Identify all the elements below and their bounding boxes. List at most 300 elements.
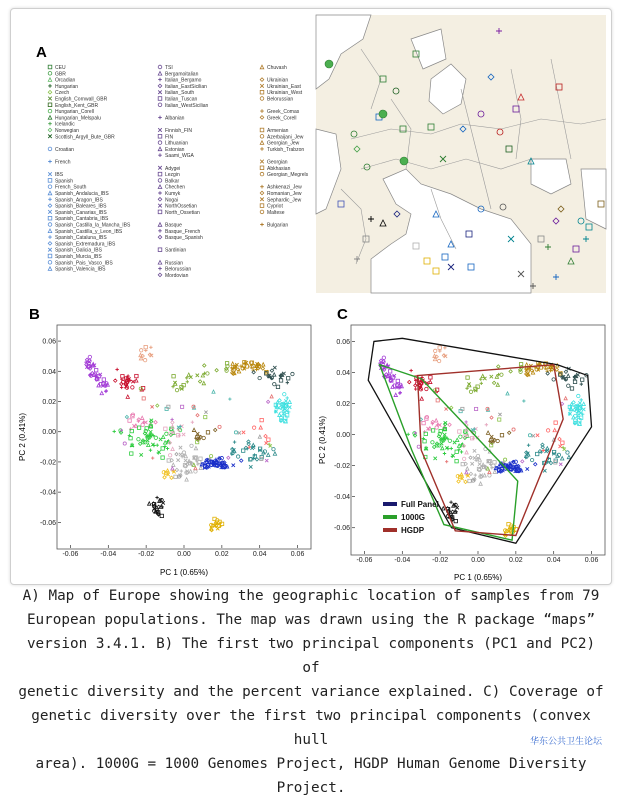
y-tick-label: 0.00 xyxy=(336,432,350,440)
scatter-point xyxy=(115,368,118,371)
scatter-point xyxy=(273,382,276,385)
scatter-point xyxy=(184,459,187,462)
scatter-point xyxy=(179,446,182,449)
scatter-point xyxy=(497,365,500,368)
scatter-point xyxy=(379,110,387,118)
scatter-point xyxy=(171,425,174,428)
scatter-point xyxy=(180,469,183,472)
scatter-point xyxy=(260,128,264,132)
scatter-point xyxy=(578,401,581,404)
scatter-point xyxy=(48,267,52,271)
scatter-point xyxy=(228,397,231,400)
scatter-point xyxy=(479,482,482,485)
scatter-point xyxy=(564,397,567,400)
scatter-point xyxy=(48,72,52,76)
scatter-point xyxy=(158,135,162,139)
scatter-point xyxy=(158,229,162,233)
scatter-point xyxy=(567,374,570,377)
scatter-point xyxy=(186,380,189,383)
legend-population-name: Ukrainian_West xyxy=(267,90,303,97)
legend-population-name: Czech xyxy=(55,90,70,97)
scatter-point xyxy=(431,420,434,423)
scatter-point xyxy=(564,370,567,373)
scatter-point xyxy=(443,452,446,455)
scatter-point xyxy=(414,387,417,390)
scatter-point xyxy=(388,370,391,373)
x-tick-label: 0.04 xyxy=(252,551,267,558)
scatter-point xyxy=(582,402,585,405)
scatter-point xyxy=(179,453,182,456)
x-tick-label: -0.06 xyxy=(62,551,79,558)
caption-line: version 3.4.1. B) The first two principal components (PC1 and PC2) of xyxy=(26,636,596,676)
scatter-point xyxy=(158,166,162,170)
scatter-point xyxy=(165,432,168,435)
y-tick-label: -0.06 xyxy=(40,519,56,527)
legend-population-name: Kumyk xyxy=(165,191,181,197)
scatter-point xyxy=(249,465,252,468)
scatter-point xyxy=(94,369,97,372)
scatter-point xyxy=(140,416,143,419)
scatter-point xyxy=(201,374,204,377)
scatter-point xyxy=(104,390,107,393)
legend-population-name: Estonian xyxy=(165,146,185,153)
scatter-point xyxy=(128,419,131,422)
scatter-point xyxy=(141,423,144,426)
scatter-point xyxy=(170,476,173,479)
scatter-point xyxy=(455,450,458,453)
scatter-point xyxy=(187,373,190,376)
panel-c xyxy=(318,306,605,582)
scatter-point xyxy=(498,413,501,416)
forum-watermark: 华东公共卫生论坛 xyxy=(529,737,602,747)
scatter-point xyxy=(466,376,469,379)
scatter-point xyxy=(155,496,158,499)
scatter-point xyxy=(48,97,52,101)
scatter-point xyxy=(166,469,169,472)
scatter-point xyxy=(429,380,432,383)
y-tick-label: -0.02 xyxy=(40,459,56,467)
scatter-point xyxy=(434,349,437,352)
legend-population-name: Italian_Bergamo xyxy=(165,77,202,84)
scatter-point xyxy=(240,459,243,462)
scatter-point xyxy=(151,456,154,459)
scatter-point xyxy=(255,368,258,371)
legend-swatch xyxy=(383,528,397,532)
scatter-point xyxy=(260,147,264,151)
legend-population-name: NorthOssetian xyxy=(165,203,197,210)
legend-population-name: Albanian xyxy=(165,115,185,122)
scatter-point xyxy=(158,191,162,195)
legend-population-name: Spanish_Extremadura_IBS xyxy=(55,241,116,248)
scatter-point xyxy=(48,254,52,258)
legend-population-name: French xyxy=(55,159,71,166)
scatter-point xyxy=(194,446,197,449)
legend-population-name: Balkar xyxy=(165,178,180,185)
scatter-point xyxy=(458,430,461,433)
legend-population-name: Lithuanian xyxy=(165,140,189,147)
scatter-point xyxy=(554,421,557,424)
scatter-point xyxy=(158,172,162,176)
scatter-point xyxy=(158,210,162,214)
scatter-point xyxy=(394,393,397,396)
scatter-point xyxy=(507,431,510,434)
scatter-point xyxy=(561,441,564,444)
scatter-point xyxy=(260,210,264,214)
scatter-point xyxy=(204,411,207,414)
scatter-point xyxy=(181,405,184,408)
scatter-point xyxy=(472,437,475,440)
scatter-point xyxy=(438,349,441,352)
legend-population-name: Greek_Corell xyxy=(267,115,297,122)
legend-population-name: Spanish_Castilla_la_Mancha_IBS xyxy=(55,222,131,229)
scatter-point xyxy=(158,97,162,101)
scatter-point xyxy=(176,458,179,461)
scatter-point xyxy=(175,453,178,456)
plot-b-xlabel: PC 1 (0.65%) xyxy=(159,568,209,577)
legend-population-name: Spanish_Aragon_IBS xyxy=(55,197,103,204)
scatter-point xyxy=(534,463,537,466)
scatter-point xyxy=(443,346,446,349)
scatter-point xyxy=(182,433,185,436)
scatter-point xyxy=(232,464,235,467)
x-tick-label: -0.02 xyxy=(432,557,449,564)
scatter-point xyxy=(465,451,468,454)
scatter-point xyxy=(454,519,457,522)
scatter-point xyxy=(291,372,294,375)
x-tick-label: -0.06 xyxy=(356,557,373,564)
scatter-point xyxy=(158,261,162,265)
caption-line: genetic diversity over the first two principal components (convex hull xyxy=(31,708,591,748)
scatter-point xyxy=(241,449,244,452)
scatter-point xyxy=(286,381,289,384)
legend-population-name: Italian_Tuscan xyxy=(165,96,198,103)
scatter-point xyxy=(48,179,52,183)
legend-population-name: Norwegian xyxy=(55,128,79,134)
scatter-point xyxy=(435,426,438,429)
legend-population-name: Chuvash xyxy=(267,65,287,71)
scatter-point xyxy=(196,432,199,435)
scatter-point xyxy=(536,434,539,437)
scatter-point xyxy=(252,371,255,374)
y-tick-label: 0.04 xyxy=(336,369,350,377)
scatter-point xyxy=(441,446,444,449)
scatter-point xyxy=(236,455,239,458)
scatter-point xyxy=(48,248,52,252)
scatter-point xyxy=(137,438,140,441)
scatter-point xyxy=(48,128,52,132)
scatter-point xyxy=(166,447,169,450)
scatter-point xyxy=(558,437,561,440)
scatter-point xyxy=(260,65,264,69)
scatter-point xyxy=(526,467,529,470)
scatter-point xyxy=(100,391,103,394)
scatter-point xyxy=(158,72,162,76)
scatter-point xyxy=(267,438,270,441)
scatter-point xyxy=(114,379,117,382)
scatter-point xyxy=(400,157,408,165)
legend-label: Full Panel xyxy=(401,500,439,509)
scatter-point xyxy=(161,501,164,504)
scatter-point xyxy=(273,373,276,376)
scatter-point xyxy=(456,474,459,477)
legend-population-name: Spanish_Galicia_IBS xyxy=(55,247,102,254)
legend-label: 1000G xyxy=(401,513,426,522)
scatter-point xyxy=(125,415,128,418)
legend-population-name: Spanish_Cataluna_IBS xyxy=(55,235,107,242)
scatter-point xyxy=(148,502,151,505)
scatter-point xyxy=(279,379,282,382)
scatter-point xyxy=(163,476,166,479)
scatter-point xyxy=(168,454,171,457)
legend-population-name: Sardinian xyxy=(165,247,187,254)
scatter-point xyxy=(549,369,552,372)
scatter-point xyxy=(504,458,507,461)
scatter-point xyxy=(121,375,124,378)
scatter-point xyxy=(431,441,434,444)
scatter-point xyxy=(283,393,286,396)
scatter-point xyxy=(260,223,264,227)
scatter-point xyxy=(445,407,448,410)
scatter-point xyxy=(422,421,425,424)
scatter-point xyxy=(206,431,209,434)
scatter-point xyxy=(495,375,498,378)
legend-population-name: Abkhasian xyxy=(267,165,291,172)
scatter-point xyxy=(450,447,453,450)
scatter-point xyxy=(158,198,162,202)
scatter-point xyxy=(140,349,143,352)
scatter-point xyxy=(267,453,270,456)
scatter-point xyxy=(215,369,218,372)
scatter-point xyxy=(261,367,264,370)
scatter-point xyxy=(48,229,52,233)
scatter-point xyxy=(158,235,162,239)
scatter-point xyxy=(48,78,52,82)
scatter-point xyxy=(469,456,472,459)
scatter-point xyxy=(468,479,471,482)
scatter-point xyxy=(260,109,264,113)
scatter-point xyxy=(455,506,458,509)
scatter-point xyxy=(486,431,489,434)
scatter-point xyxy=(566,451,569,454)
scatter-point xyxy=(48,135,52,139)
legend-population-name: Adygei xyxy=(165,165,181,172)
legend-population-name: Spanish_Andalucia_IBS xyxy=(55,191,109,197)
scatter-point xyxy=(163,445,166,448)
plot-c-legend xyxy=(383,500,439,535)
scatter-point xyxy=(559,463,562,466)
scatter-point xyxy=(233,440,236,443)
scatter-point xyxy=(460,450,463,453)
scatter-point xyxy=(131,386,134,389)
scatter-point xyxy=(113,430,116,433)
scatter-point xyxy=(135,379,138,382)
scatter-point xyxy=(469,390,472,393)
scatter-point xyxy=(154,420,157,423)
scatter-point xyxy=(496,383,499,386)
scatter-point xyxy=(158,128,162,132)
scatter-point xyxy=(561,457,564,460)
scatter-point xyxy=(218,425,221,428)
scatter-point xyxy=(260,116,264,120)
scatter-point xyxy=(448,439,451,442)
panel-c-label: C xyxy=(337,306,348,323)
scatter-point xyxy=(396,379,399,382)
scatter-point xyxy=(476,385,479,388)
scatter-point xyxy=(259,426,262,429)
legend-population-name: Italian_South xyxy=(165,90,195,97)
scatter-point xyxy=(88,355,91,358)
scatter-point xyxy=(213,428,216,431)
y-tick-label: -0.02 xyxy=(334,463,350,471)
scatter-point xyxy=(123,442,126,445)
legend-population-name: Hungarian xyxy=(55,83,79,90)
legend-population-name: English_Cornwall_GBR xyxy=(55,96,108,103)
scatter-point xyxy=(172,375,175,378)
scatter-point xyxy=(171,421,174,424)
scatter-point xyxy=(48,65,52,69)
scatter-point xyxy=(260,97,264,101)
scatter-point xyxy=(48,116,52,120)
scatter-point xyxy=(260,141,264,145)
scatter-point xyxy=(48,198,52,202)
scatter-point xyxy=(158,141,162,145)
legend-population-name: French_South xyxy=(55,184,87,191)
scatter-point xyxy=(525,363,528,366)
scatter-point xyxy=(189,375,192,378)
scatter-point xyxy=(149,346,152,349)
legend-swatch xyxy=(383,515,397,519)
scatter-point xyxy=(130,452,133,455)
legend-population-name: Italian_EastSicilian xyxy=(165,83,207,90)
scatter-point xyxy=(260,166,264,170)
scatter-point xyxy=(582,408,585,411)
scatter-point xyxy=(532,434,535,437)
panel-b xyxy=(18,306,311,577)
scatter-point xyxy=(185,478,188,481)
scatter-point xyxy=(483,474,486,477)
scatter-point xyxy=(467,382,470,385)
scatter-point xyxy=(156,444,159,447)
scatter-point xyxy=(465,420,468,423)
scatter-point xyxy=(252,426,255,429)
y-tick-label: 0.00 xyxy=(42,429,56,437)
scatter-point xyxy=(48,122,52,126)
scatter-point xyxy=(158,116,162,120)
scatter-point xyxy=(286,377,289,380)
scatter-point xyxy=(546,429,549,432)
scatter-point xyxy=(408,380,411,383)
x-tick-label: 0.00 xyxy=(177,551,191,558)
scatter-point xyxy=(438,346,441,349)
plot-b-frame xyxy=(57,325,311,549)
scatter-point xyxy=(473,449,476,452)
scatter-point xyxy=(158,248,162,252)
legend-population-name: Scottish_Argyll_Bute_GBR xyxy=(55,134,115,141)
y-tick-label: -0.04 xyxy=(334,494,350,502)
scatter-point xyxy=(48,235,52,239)
scatter-point xyxy=(543,469,546,472)
scatter-point xyxy=(398,391,401,394)
legend-population-name: Greek_Comas xyxy=(267,109,300,116)
legend-population-name: Spanish_Murcia_IBS xyxy=(55,254,102,260)
figure-caption xyxy=(16,584,606,800)
scatter-point xyxy=(212,390,215,393)
figure-svg xyxy=(11,9,611,584)
scatter-point xyxy=(580,382,583,385)
scatter-point xyxy=(535,452,538,455)
scatter-point xyxy=(199,466,202,469)
scatter-point xyxy=(485,423,488,426)
legend-population-name: Nogai xyxy=(165,197,179,204)
scatter-point xyxy=(48,90,52,94)
legend-population-name: Maltese xyxy=(267,209,285,216)
scatter-point xyxy=(48,147,52,151)
scatter-point xyxy=(490,416,493,419)
y-tick-label: 0.04 xyxy=(42,368,56,376)
scatter-point xyxy=(423,430,426,433)
y-tick-label: -0.04 xyxy=(40,489,56,497)
legend-population-name: Belorussian xyxy=(165,266,192,273)
legend-population-name: Romanian_Jew xyxy=(267,191,302,197)
scatter-point xyxy=(580,398,583,401)
scatter-point xyxy=(48,185,52,189)
scatter-point xyxy=(202,381,205,384)
scatter-point xyxy=(455,459,458,462)
legend-label: HGDP xyxy=(401,526,425,535)
scatter-point xyxy=(577,394,580,397)
legend-population-name: GBR xyxy=(55,71,66,78)
scatter-point xyxy=(490,435,493,438)
scatter-point xyxy=(48,242,52,246)
legend-population-name: Sephardic_Jew xyxy=(267,197,302,204)
legend-population-name: Hungarian_Corell xyxy=(55,109,94,116)
legend-population-name: Icelandic xyxy=(55,121,75,128)
legend-population-name: Spanish_Canarias_IBS xyxy=(55,209,107,216)
legend-population-name: Belorussian xyxy=(267,96,294,103)
scatter-point xyxy=(420,397,423,400)
scatter-point xyxy=(552,378,555,381)
legend-population-name: CEU xyxy=(55,65,66,71)
scatter-point xyxy=(227,456,230,459)
scatter-point xyxy=(194,467,197,470)
scatter-point xyxy=(492,381,495,384)
scatter-point xyxy=(120,386,123,389)
scatter-point xyxy=(272,447,275,450)
legend-population-name: North_Ossetian xyxy=(165,209,200,216)
scatter-point xyxy=(158,84,162,88)
legend-population-name: Spanish_Castilla_y_Leon_IBS xyxy=(55,228,123,235)
scatter-point xyxy=(154,436,157,439)
scatter-point xyxy=(464,480,467,483)
legend-population-name: Saami_WGA xyxy=(165,153,194,160)
scatter-point xyxy=(164,427,167,430)
scatter-point xyxy=(407,433,410,436)
scatter-point xyxy=(260,135,264,139)
scatter-point xyxy=(135,374,138,377)
legend-population-name: Armenian xyxy=(267,128,289,134)
scatter-point xyxy=(570,387,573,390)
caption-line: A) Map of Europe showing the geographic location of samples from 79 xyxy=(22,588,600,604)
scatter-point xyxy=(48,223,52,227)
scatter-point xyxy=(147,443,150,446)
legend-population-name: Georgian_Jew xyxy=(267,140,300,147)
scatter-point xyxy=(48,210,52,214)
scatter-point xyxy=(48,261,52,265)
scatter-point xyxy=(270,395,273,398)
scatter-point xyxy=(171,418,174,421)
scatter-point xyxy=(506,392,509,395)
scatter-point xyxy=(175,468,178,471)
